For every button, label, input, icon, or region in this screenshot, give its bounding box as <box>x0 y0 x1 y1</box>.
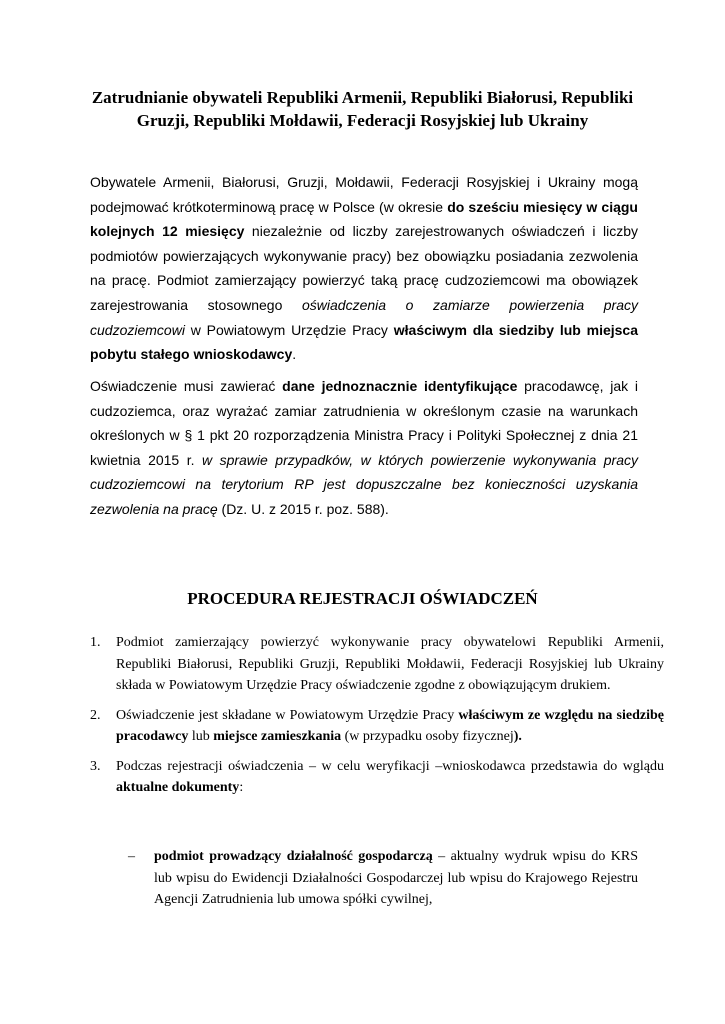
statement-text-1: Oświadczenie musi zawierać <box>90 378 283 394</box>
intro-bold-period: do sześciu miesięcy w ciągu kolejnych 12 miesięcy <box>90 198 638 240</box>
step-text: Podczas rejestracji oświadczenia – w celu weryfikacji –wnioskodawca przedstawia do wglądu <box>116 758 664 774</box>
intro-paragraph <box>90 170 638 367</box>
step-bold: ). <box>513 729 522 744</box>
requirement-bold: podmiot prowadzący działalność gospodarczą <box>154 849 433 864</box>
requirement-text: – aktualny wydruk wpisu do KRS lub wpisu do Ewidencji Działalności Gospodarczej lub wpisu do Krajowego Rejestru Agencji Zatrudnienia lub umowa spółki cywilnej, <box>154 849 638 907</box>
document-title: Zatrudnianie obywateli Republiki Armenii, Republiki Białorusi, Republiki Gruzji, Republiki Mołdawii, Federacji Rosyjskiej lub Ukrainy <box>91 88 634 130</box>
intro-text-3: w Powiatowym Urzędzie Pracy <box>184 321 394 338</box>
business-entity-requirement <box>128 846 638 911</box>
step-number: 1. <box>90 635 101 650</box>
intro-text-4: . <box>292 346 297 363</box>
statement-paragraph <box>90 374 638 522</box>
statement-bold-data: dane jednoznacznie identyfikujące <box>282 378 518 394</box>
step-text: (w przypadku osoby fizycznej <box>341 729 514 744</box>
intro-text-2: niezależnie od liczby zarejestrowanych oświadczeń i liczby podmiotów powierzających wykonywanie pracy) bez obowiązku posiadania zezwolenia na pracę. Podmiot zamierzający powierzyć taką pracę cudzoziemcowi ma obowiązek zarejestrowania stosownego <box>90 223 638 313</box>
statement-text-3: (Dz. U. z 2015 r. poz. 588). <box>217 500 389 517</box>
step-text: lub <box>188 729 214 744</box>
step-bold: miejsce zamieszkania <box>213 729 342 744</box>
intro-bold-jurisdiction: właściwym dla siedziby lub miejsca pobytu stałego wnioskodawcy <box>90 321 639 363</box>
procedure-steps-list <box>90 632 664 799</box>
step-number: 3. <box>90 758 101 774</box>
list-item <box>90 756 664 799</box>
list-item <box>90 705 664 748</box>
step-bold: właściwym ze względu na siedzibę pracodawcy <box>116 707 664 744</box>
step-number: 2. <box>90 707 101 723</box>
list-item <box>90 632 664 697</box>
intro-text-1: Obywatele Armenii, Białorusi, Gruzji, Mołdawii, Federacji Rosyjskiej i Ukrainy mogą podejmować krótkoterminową pracę w Polsce (w okresie <box>90 174 638 215</box>
step-bold: aktualne dokumenty <box>116 780 240 795</box>
intro-italic-declaration: oświadczenia o zamiarze powierzenia pracy cudzoziemcowi <box>90 296 638 338</box>
section-title: PROCEDURA REJESTRACJI OŚWIADCZEŃ <box>187 589 538 608</box>
dash-bullet: – <box>128 849 135 864</box>
step-text: : <box>239 780 244 795</box>
statement-text-2: pracodawcę, jak i cudzoziemca, oraz wyrażać zamiar zatrudnienia w określonym czasie na warunkach określonych w § 1 pkt 20 rozporządzenia Ministra Pracy i Polityki Społecznej z dnia 21 kwietnia 2015 r. <box>90 378 638 468</box>
step-text: Podmiot zamierzający powierzyć wykonywanie pracy obywatelowi Republiki Armenii, Republiki Białorusi, Republiki Gruzji, Republiki Mołdawii, Federacji Rosyjskiej lub Ukrainy składa w Powiatowym Urzędzie Pracy oświadczenie zgodne z obowiązującym drukiem. <box>116 635 664 693</box>
step-text: Oświadczenie jest składane w Powiatowym Urzędzie Pracy <box>116 707 459 723</box>
statement-italic-regulation: w sprawie przypadków, w których powierzenie wykonywania pracy cudzoziemcowi na terytorium RP jest dopuszczalne bez konieczności uzyskania zezwolenia na pracę <box>90 451 638 517</box>
